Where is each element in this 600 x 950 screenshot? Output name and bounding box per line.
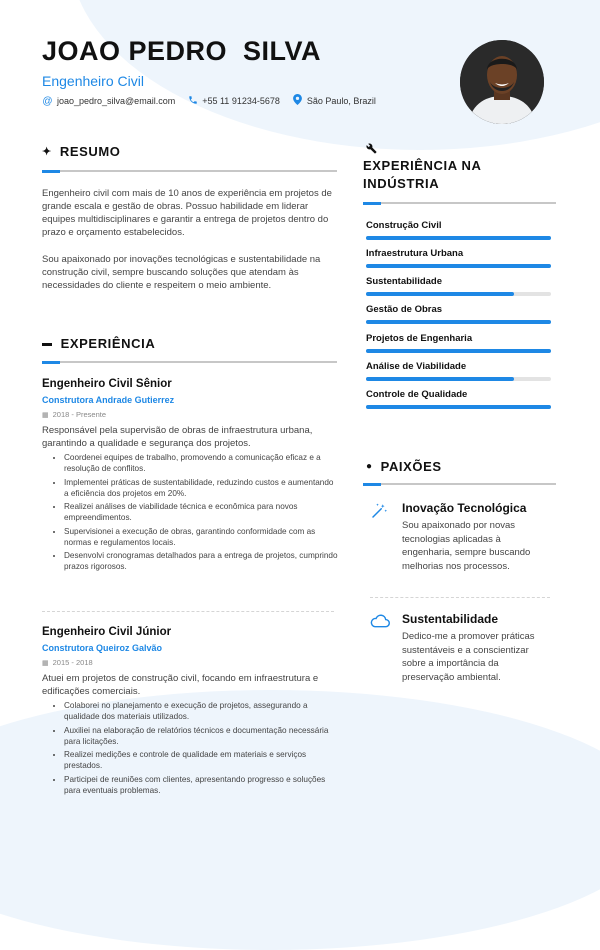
calendar-icon: ▦ xyxy=(42,659,49,667)
at-icon: @ xyxy=(42,95,53,107)
list-item: • Desenvolvi cronogramas detalhados para a entrega de projetos, cumprindo prazos rigorosos. xyxy=(64,550,340,572)
lightbulb-icon: ● xyxy=(366,461,373,472)
full-name: JOAO PEDRO SILVA xyxy=(42,36,322,66)
passion-item xyxy=(370,501,550,573)
skill-bar-fill xyxy=(366,405,551,409)
contact-phone[interactable] xyxy=(187,95,280,108)
summary-paragraph-2: Sou apaixonado por inovações tecnológicas e sustentabilidade na construção civil, sempre buscando soluções que atendam às necessidades do cliente e respeitem o meio ambiente. xyxy=(42,254,321,291)
skill-bar xyxy=(366,377,551,381)
section-divider-experiencia xyxy=(42,361,337,363)
passion-title: Sustentabilidade xyxy=(402,612,499,626)
job-date: ▦ 2018 - Presente xyxy=(42,410,106,419)
skill-name: Construção Civil xyxy=(366,220,442,231)
section-title-resumo: ✦ RESUMO xyxy=(42,144,121,159)
skill-name: Infraestrutura Urbana xyxy=(366,248,464,259)
skill-bar xyxy=(366,292,551,296)
job-description: Responsável pela supervisão de obras de infraestrutura urbana, garantindo a qualidade e segurança dos projetos. xyxy=(42,425,313,449)
skill-item xyxy=(366,389,551,409)
skill-item xyxy=(366,333,551,353)
job-title: Engenheiro Civil Sênior xyxy=(42,378,172,390)
skill-bar xyxy=(366,320,551,324)
passion-title: Inovação Tecnológica xyxy=(402,501,527,515)
skill-item xyxy=(366,220,551,240)
summary-paragraph-1: Engenheiro civil com mais de 10 anos de experiência em projetos de grande escala e gestão de obras. Possuo habilidade em liderar equipes multidisciplinares e garantir a entrega de projetos dentro do prazo e orçamento estabelecidos. xyxy=(42,188,332,238)
skill-name: Gestão de Obras xyxy=(366,304,443,315)
phone-icon xyxy=(187,95,198,108)
job-description: Atuei em projetos de construção civil, focando em infraestrutura e edificações comerciais. xyxy=(42,673,319,697)
contact-email[interactable] xyxy=(42,96,175,107)
section-title-industria: EXPERIÊNCIA NA INDÚSTRIA xyxy=(363,158,481,191)
contact-bar xyxy=(42,94,376,108)
skill-bar-fill xyxy=(366,377,514,381)
phone-text: +55 11 91234-5678 xyxy=(202,96,280,106)
list-item: • Supervisionei a execução de obras, garantindo conformidade com as normas e regulamentos locais. xyxy=(64,526,340,548)
skill-bar-fill xyxy=(366,320,551,324)
skill-name: Sustentabilidade xyxy=(366,276,443,287)
location-text: São Paulo, Brazil xyxy=(306,96,376,106)
list-item: • Realizei análises de viabilidade técnica e econômica para novos empreendimentos. xyxy=(64,501,340,523)
briefcase-icon: ▬ xyxy=(42,338,53,349)
skill-name: Análise de Viabilidade xyxy=(366,361,467,372)
skill-bar xyxy=(366,405,551,409)
list-item: • Participei de reuniões com clientes, apresentando progresso e soluções para eventuais problemas. xyxy=(64,774,340,796)
section-title-experiencia: ▬ EXPERIÊNCIA xyxy=(42,336,156,351)
job-bullets xyxy=(42,452,340,572)
calendar-icon: ▦ xyxy=(42,411,49,419)
skill-item xyxy=(366,248,551,268)
job-date: ▦ 2015 - 2018 xyxy=(42,658,93,667)
skill-item xyxy=(366,361,551,381)
skill-item xyxy=(366,276,551,296)
skill-item xyxy=(366,304,551,324)
job-bullets xyxy=(42,700,340,796)
skill-bar-fill xyxy=(366,236,551,240)
list-item: • Colaborei no planejamento e execução de projetos, assegurando a qualidade dos materiais utilizados. xyxy=(64,700,340,722)
cloud-icon xyxy=(370,613,392,633)
list-item: • Coordenei equipes de trabalho, promovendo a comunicação eficaz e a resolução de conflitos. xyxy=(64,452,340,474)
job-entry xyxy=(42,378,340,575)
profile-photo xyxy=(460,40,544,124)
email-text: joao_pedro_silva@email.com xyxy=(57,96,176,106)
skill-bar-fill xyxy=(366,349,551,353)
skill-bar xyxy=(366,264,551,268)
skill-bar xyxy=(366,236,551,240)
skill-bar-fill xyxy=(366,292,514,296)
passion-separator xyxy=(370,597,550,598)
job-company: Construtora Andrade Gutierrez xyxy=(42,395,175,405)
section-divider-paixoes xyxy=(363,483,556,485)
list-item: • Implementei práticas de sustentabilidade, reduzindo custos e aumentando a eficiência dos projetos em 20%. xyxy=(64,477,340,499)
section-divider-industria xyxy=(363,202,556,204)
job-company: Construtora Queiroz Galvão xyxy=(42,643,163,653)
sparkles-icon: ✦ xyxy=(42,146,52,158)
section-divider-resumo xyxy=(42,170,337,172)
passion-item xyxy=(370,612,550,684)
section-title-paixoes: ● PAIXÕES xyxy=(366,459,442,474)
list-item: • Realizei medições e controle de qualidade em materiais e serviços prestados. xyxy=(64,749,340,771)
skill-name: Projetos de Engenharia xyxy=(366,333,473,344)
job-separator xyxy=(42,611,334,612)
passion-text: Dedico-me a promover práticas sustentáveis e a conscientizar sobre a importância da preservação ambiental. xyxy=(402,631,535,683)
passion-text: Sou apaixonado por novas tecnologias aplicadas à engenharia, sempre buscando melhorias nos processos. xyxy=(402,520,531,572)
skill-bar xyxy=(366,349,551,353)
job-role: Engenheiro Civil xyxy=(42,73,144,89)
skill-name: Controle de Qualidade xyxy=(366,389,468,400)
magic-wand-icon xyxy=(370,502,392,524)
skill-bar-fill xyxy=(366,264,551,268)
location-pin-icon xyxy=(292,94,303,108)
job-entry xyxy=(42,626,340,798)
list-item: • Auxiliei na elaboração de relatórios técnicos e documentação necessária para licitações. xyxy=(64,725,340,747)
job-title: Engenheiro Civil Júnior xyxy=(42,626,172,638)
contact-location xyxy=(292,94,376,108)
